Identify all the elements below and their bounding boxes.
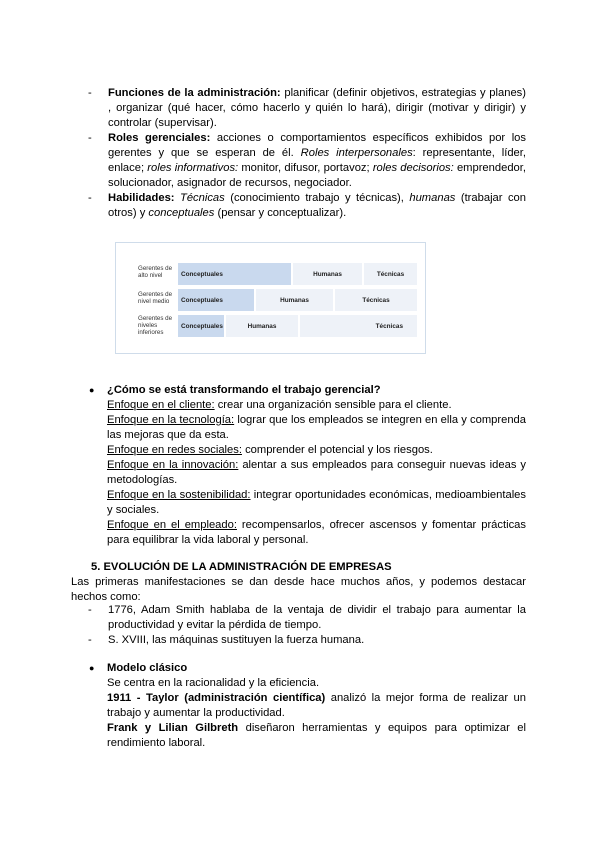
item-italic: Roles interpersonales bbox=[300, 147, 413, 159]
gilbreth-paragraph bbox=[107, 721, 526, 751]
dash-marker: - bbox=[88, 87, 92, 99]
list-item-habilidades bbox=[88, 191, 526, 221]
row-label: Gerentes de nivel medio bbox=[138, 291, 173, 305]
dash-marker: - bbox=[88, 192, 92, 204]
segment-technical: Técnicas bbox=[364, 263, 417, 285]
segment-human: Humanas bbox=[256, 289, 333, 311]
classic-title-line bbox=[89, 661, 526, 676]
dash-marker: - bbox=[88, 132, 92, 144]
list-item bbox=[107, 443, 526, 458]
enfoque-label: Enfoque en la innovación: bbox=[107, 459, 239, 471]
segment-conceptual: Conceptuales bbox=[178, 315, 224, 337]
enfoque-text: crear una organización sensible para el cliente. bbox=[214, 399, 452, 411]
roles-list bbox=[88, 86, 526, 221]
item-text: S. XVIII, las máquinas sustituyen la fuerza humana. bbox=[108, 634, 365, 646]
bullet-icon: ● bbox=[89, 385, 95, 395]
gilbreth-text: diseñaron herramientas y equipos para optimizar el rendimiento laboral. bbox=[107, 722, 526, 749]
transform-section bbox=[89, 383, 526, 548]
classic-line: Se centra en la racionalidad y la eficiencia. bbox=[107, 677, 320, 689]
item-italic: Técnicas bbox=[179, 192, 225, 204]
segment-conceptual: Conceptuales bbox=[178, 289, 254, 311]
segment-human: Humanas bbox=[293, 263, 362, 285]
row-label: Gerentes de niveles inferiores bbox=[138, 315, 173, 336]
figure-row-bottom bbox=[116, 315, 427, 341]
list-item bbox=[107, 518, 526, 548]
item-text: (conocimiento trabajo y técnicas), bbox=[224, 192, 410, 204]
enfoque-label: Enfoque en el empleado: bbox=[107, 519, 237, 531]
item-italic: roles informativos: bbox=[147, 162, 239, 174]
item-title: Roles gerenciales: bbox=[108, 132, 211, 144]
item-text: monitor, difusor, portavoz; bbox=[238, 162, 373, 174]
taylor-bold: 1911 - Taylor (administración científica) bbox=[107, 692, 326, 704]
list-item-funciones bbox=[88, 86, 526, 131]
classic-title: Modelo clásico bbox=[107, 662, 188, 674]
enfoque-label: Enfoque en el cliente: bbox=[107, 399, 215, 411]
segment-conceptual: Conceptuales bbox=[178, 263, 291, 285]
enfoque-text: lograr que los empleados se integren en ella y comprenda las mejoras que da esta. bbox=[107, 414, 526, 441]
item-title: Habilidades: bbox=[108, 192, 175, 204]
transform-question: ¿Cómo se está transformando el trabajo gerencial? bbox=[107, 384, 381, 396]
gilbreth-bold: Frank y Lilian Gilbreth bbox=[107, 722, 239, 734]
item-text: (trabajar con otros) y bbox=[108, 192, 526, 219]
figure-row-middle bbox=[116, 289, 427, 315]
item-text: (pensar y conceptualizar). bbox=[214, 207, 347, 219]
segment-human: Humanas bbox=[226, 315, 298, 337]
item-italic: roles decisorios: bbox=[372, 162, 454, 174]
enfoque-text: recompensarlos, ofrecer ascensos y fomentar prácticas para equilibrar la vida laboral y personal. bbox=[107, 519, 526, 546]
list-item bbox=[107, 458, 526, 488]
item-text: 1776, Adam Smith hablaba de la ventaja de dividir el trabajo para aumentar la productividad y evitar la pérdida de tiempo. bbox=[108, 604, 526, 631]
item-title: Funciones de la administración: bbox=[108, 87, 281, 99]
list-item bbox=[88, 633, 526, 648]
item-text: planificar (definir objetivos, estrategias y planes) , organizar (qué hacer, cómo hacerlo y quién lo hará), dirigir (motivar y dirigir) y controlar (supervisar). bbox=[108, 87, 526, 129]
list-item bbox=[107, 488, 526, 518]
taylor-paragraph bbox=[107, 691, 526, 721]
enfoque-text: alentar a sus empleados para conseguir nuevas ideas y metodologías. bbox=[107, 459, 526, 486]
list-item-roles bbox=[88, 131, 526, 191]
enfoque-text: comprender el potencial y los riesgos. bbox=[241, 444, 433, 456]
item-italic: conceptuales bbox=[148, 207, 215, 219]
dash-marker: - bbox=[88, 604, 92, 616]
list-item bbox=[107, 398, 526, 413]
enfoque-label: Enfoque en redes sociales: bbox=[107, 444, 242, 456]
item-text: emprendedor, solucionador, asignador de recursos, negociador. bbox=[108, 162, 526, 189]
item-italic: humanas bbox=[409, 192, 456, 204]
list-item bbox=[107, 413, 526, 443]
evolution-list bbox=[88, 603, 526, 648]
evolution-intro: Las primeras manifestaciones se dan desde hace muchos años, y podemos destacar hechos como: bbox=[71, 576, 526, 603]
enfoque-label: Enfoque en la tecnología: bbox=[107, 414, 235, 426]
skills-figure bbox=[115, 242, 426, 354]
figure-row-top bbox=[116, 263, 427, 289]
enfoque-label: Enfoque en la sostenibilidad: bbox=[107, 489, 251, 501]
item-text: acciones o comportamientos específicos exhibidos por los gerentes y que se esperan de él. bbox=[108, 132, 526, 159]
taylor-text: analizó la mejor forma de realizar un trabajo y aumentar la productividad. bbox=[107, 692, 526, 719]
classic-section bbox=[89, 661, 526, 751]
transform-question-line bbox=[89, 383, 526, 398]
dash-marker: - bbox=[88, 634, 92, 646]
bullet-icon: ● bbox=[89, 663, 95, 673]
segment-technical: Técnicas bbox=[335, 289, 417, 311]
enfoque-text: integrar oportunidades económicas, medioambientales y sociales. bbox=[107, 489, 526, 516]
list-item bbox=[88, 603, 526, 633]
item-text: : representante, líder, enlace; bbox=[108, 147, 526, 174]
row-label: Gerentes de alto nivel bbox=[138, 265, 173, 279]
segment-technical: Técnicas bbox=[300, 315, 417, 337]
section-heading: 5. EVOLUCIÓN DE LA ADMINISTRACIÓN DE EMPRESAS bbox=[91, 561, 392, 573]
